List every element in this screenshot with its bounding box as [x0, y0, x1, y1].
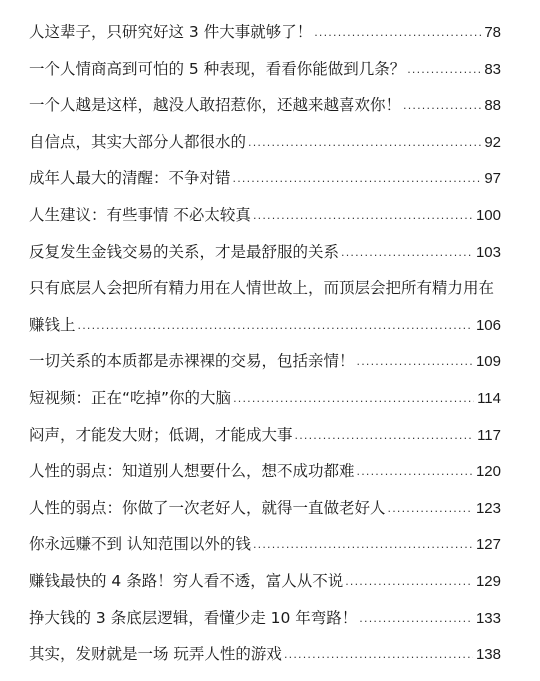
dot-leader — [403, 88, 481, 125]
toc-entry-title: 赚钱最快的 4 条路！穷人看不透，富人从不说 — [29, 571, 344, 590]
toc-entry-page: 117 — [477, 426, 501, 444]
toc-entry-title: 只有底层人会把所有精力用在人情世故上，而顶层会把所有精力用在 — [29, 279, 495, 298]
toc-entry-title: 赚钱上 — [29, 315, 76, 334]
toc-entry[interactable] — [29, 380, 501, 417]
toc-entry[interactable] — [29, 51, 501, 88]
toc-entry-title: 人性的弱点：你做了一次老好人，就得一直做老好人 — [29, 498, 386, 517]
toc-entry-title: 一个人情商高到可怕的 5 种表现，看看你能做到几条？ — [29, 59, 406, 78]
toc-entry-title: 人生建议：有些事情 不必太较真 — [29, 205, 251, 224]
dot-leader — [233, 381, 474, 418]
dot-leader — [341, 235, 473, 272]
toc-entry[interactable] — [29, 234, 501, 271]
toc-entry-title: 人性的弱点：知道别人想要什么，想不成功都难 — [29, 462, 355, 481]
toc-entry-page: 92 — [484, 133, 501, 151]
dot-leader — [284, 637, 473, 674]
toc-entry[interactable] — [29, 124, 501, 161]
toc-entry-page: 97 — [484, 170, 501, 188]
toc-entry-page: 78 — [484, 24, 501, 41]
dot-leader — [248, 125, 481, 162]
toc-entry[interactable] — [29, 197, 501, 234]
toc-entry[interactable] — [29, 87, 501, 124]
toc-entry-title: 一切关系的本质都是赤裸裸的交易，包括亲情！ — [29, 352, 355, 371]
toc-entry-title: 闷声，才能发大财；低调，才能成大事 — [29, 425, 293, 444]
toc-entry-title: 短视频：正在“吃掉”你的大脑 — [29, 388, 232, 407]
toc-entry-page: 106 — [475, 316, 501, 334]
toc-entry-page: 123 — [475, 499, 501, 517]
toc-entry[interactable] — [29, 343, 501, 380]
toc-entry[interactable] — [29, 14, 501, 51]
toc-entry[interactable] — [29, 600, 501, 637]
toc-entry-page: 138 — [475, 646, 501, 664]
toc-entry-title: 挣大钱的 3 条底层逻辑，看懂少走 10 年弯路！ — [29, 608, 358, 627]
dot-leader — [314, 15, 481, 52]
dot-leader — [78, 308, 473, 345]
toc-entry[interactable] — [29, 417, 501, 454]
dot-leader — [359, 601, 473, 638]
table-of-contents — [29, 14, 501, 673]
toc-entry-line-2[interactable] — [29, 307, 501, 344]
toc-entry[interactable] — [29, 490, 501, 527]
toc-entry-title: 你永远赚不到 认知范围以外的钱 — [29, 535, 251, 554]
toc-entry-page: 88 — [484, 97, 501, 115]
toc-entry[interactable] — [29, 453, 501, 490]
dot-leader — [388, 491, 473, 528]
toc-entry-page: 129 — [475, 572, 501, 590]
toc-entry-page: 127 — [475, 536, 501, 554]
dot-leader — [295, 418, 475, 455]
toc-entry[interactable] — [29, 636, 501, 673]
dot-leader — [253, 527, 473, 564]
toc-entry-title: 反复发生金钱交易的关系，才是最舒服的关系 — [29, 242, 340, 261]
toc-entry-line-1[interactable] — [29, 270, 501, 307]
dot-leader — [345, 564, 473, 601]
dot-leader — [357, 344, 473, 381]
dot-leader — [233, 161, 482, 198]
toc-entry-page: 103 — [475, 243, 501, 261]
toc-entry-page: 114 — [477, 389, 501, 407]
dot-leader — [253, 198, 473, 235]
toc-entry-title: 成年人最大的清醒：不争对错 — [29, 169, 231, 188]
toc-entry-title: 其实，发财就是一场 玩弄人性的游戏 — [29, 645, 282, 664]
toc-entry-page: 120 — [475, 463, 501, 481]
toc-entry-page: 83 — [484, 60, 501, 78]
toc-entry-page: 133 — [475, 609, 501, 627]
dot-leader — [407, 52, 481, 89]
toc-entry[interactable] — [29, 526, 501, 563]
toc-entry[interactable] — [29, 160, 501, 197]
toc-entry[interactable] — [29, 563, 501, 600]
toc-entry-page: 109 — [475, 353, 501, 371]
toc-entry-title: 人这辈子，只研究好这 3 件大事就够了！ — [29, 23, 313, 41]
dot-leader — [357, 454, 473, 491]
toc-entry-title: 一个人越是这样，越没人敢招惹你，还越来越喜欢你！ — [29, 96, 402, 115]
toc-entry-page: 100 — [475, 206, 501, 224]
toc-entry-title: 自信点，其实大部分人都很水的 — [29, 132, 247, 151]
